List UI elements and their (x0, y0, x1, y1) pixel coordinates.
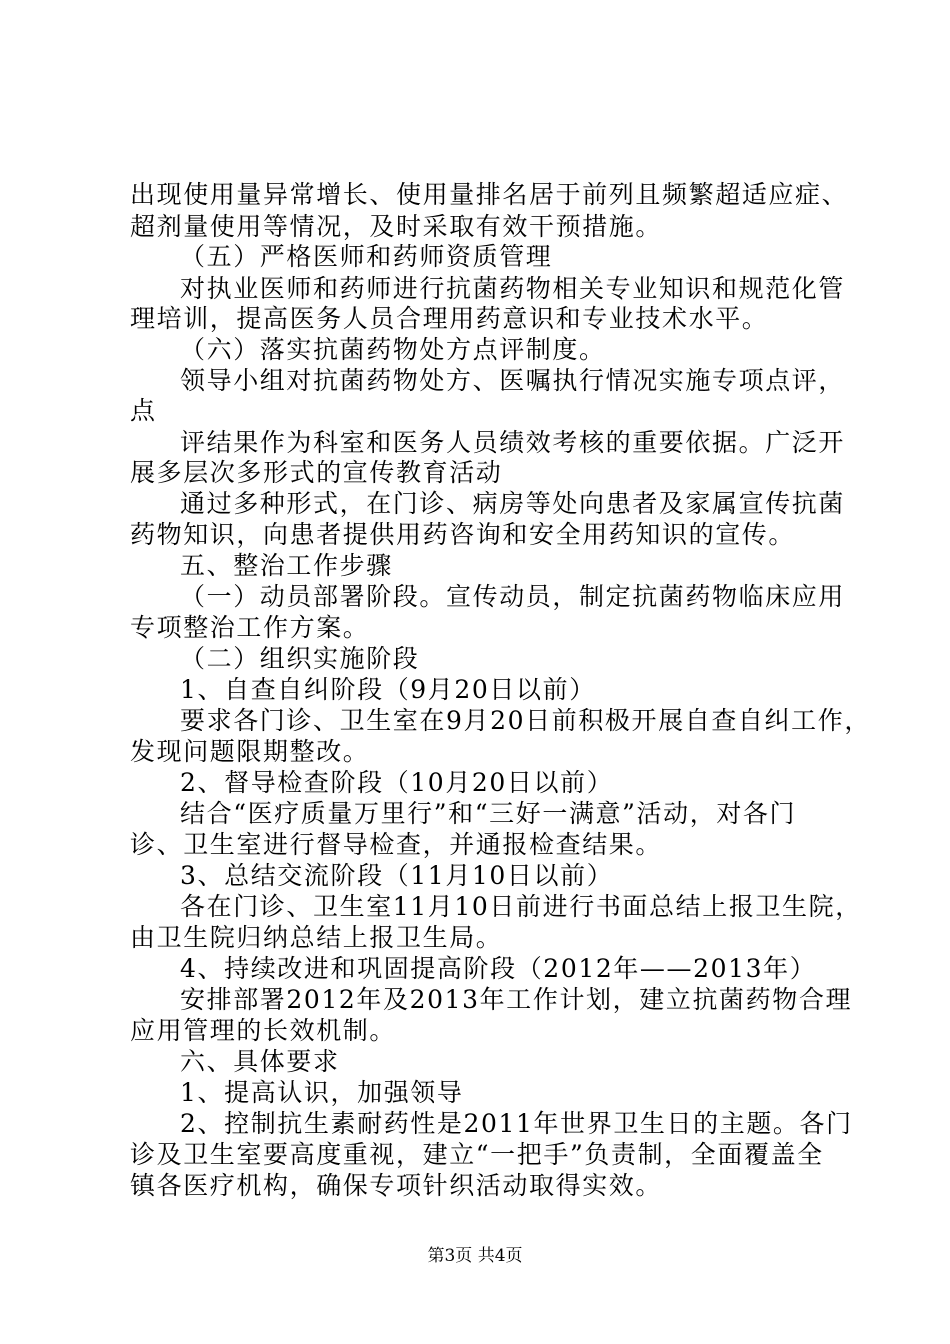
paragraph-line: 由卫生院归纳总结上报卫生局。 (130, 923, 503, 952)
paragraph-line: 对执业医师和药师进行抗菌药物相关专业知识和规范化管 (180, 274, 846, 303)
section-heading: （五）严格医师和药师资质管理 (180, 242, 553, 271)
paragraph-line: 各在门诊、卫生室11月10日前进行书面总结上报卫生院， (180, 892, 862, 921)
paragraph-line: 4、持续改进和巩固提高阶段（2012年——2013年） (180, 954, 817, 983)
paragraph-line: 展多层次多形式的宣传教育活动 (130, 458, 503, 487)
paragraph-line: 超剂量使用等情况，及时采取有效干预措施。 (130, 212, 663, 241)
section-heading: （六）落实抗菌药物处方点评制度。 (180, 335, 606, 364)
section-heading: （二）组织实施阶段 (180, 644, 420, 673)
paragraph-line: 评结果作为科室和医务人员绩效考核的重要依据。广泛开 (180, 428, 846, 457)
paragraph-line: 专项整治工作方案。 (130, 613, 370, 642)
paragraph-line: 镇各医疗机构，确保专项针织活动取得实效。 (130, 1171, 663, 1200)
paragraph-line: 发现问题限期整改。 (130, 737, 370, 766)
paragraph-line: 通过多种形式，在门诊、病房等处向患者及家属宣传抗菌 (180, 489, 846, 518)
paragraph-line: 安排部署2012年及2013年工作计划，建立抗菌药物合理 (180, 985, 853, 1014)
section-heading: 五、整治工作步骤 (180, 551, 393, 580)
paragraph-line: 结合“医疗质量万里行”和“三好一满意”活动，对各门 (180, 799, 797, 828)
paragraph-line: 1、自查自纠阶段（9月20日以前） (180, 675, 596, 704)
paragraph-line: 1、提高认识，加强领导 (180, 1078, 464, 1107)
paragraph-line: 理培训，提高医务人员合理用药意识和专业技术水平。 (130, 304, 769, 333)
paragraph-line: 出现使用量异常增长、使用量排名居于前列且频繁超适应症、 (130, 180, 849, 209)
paragraph-line: 应用管理的长效机制。 (130, 1016, 397, 1045)
paragraph-line: 诊及卫生室要高度重视，建立“一把手”负责制，全面覆盖全 (130, 1140, 824, 1169)
paragraph-line: 要求各门诊、卫生室在9月20日前积极开展自查自纠工作， (180, 706, 871, 735)
paragraph-line: 2、督导检查阶段（10月20日以前） (180, 768, 614, 797)
paragraph-line: 2、控制抗生素耐药性是2011年世界卫生日的主题。各门 (180, 1109, 853, 1138)
paragraph-line: （一）动员部署阶段。宣传动员，制定抗菌药物临床应用 (180, 582, 846, 611)
paragraph-line: 3、总结交流阶段（11月10日以前） (180, 861, 614, 890)
paragraph-line: 点 (130, 396, 157, 425)
paragraph-line: 诊、卫生室进行督导检查，并通报检查结果。 (130, 830, 663, 859)
section-heading: 六、具体要求 (180, 1047, 340, 1076)
page-footer: 第3页 共4页 (427, 1246, 523, 1266)
paragraph-line: 药物知识，向患者提供用药咨询和安全用药知识的宣传。 (130, 520, 796, 549)
paragraph-line: 领导小组对抗菌药物处方、医嘱执行情况实施专项点评， (180, 366, 846, 395)
